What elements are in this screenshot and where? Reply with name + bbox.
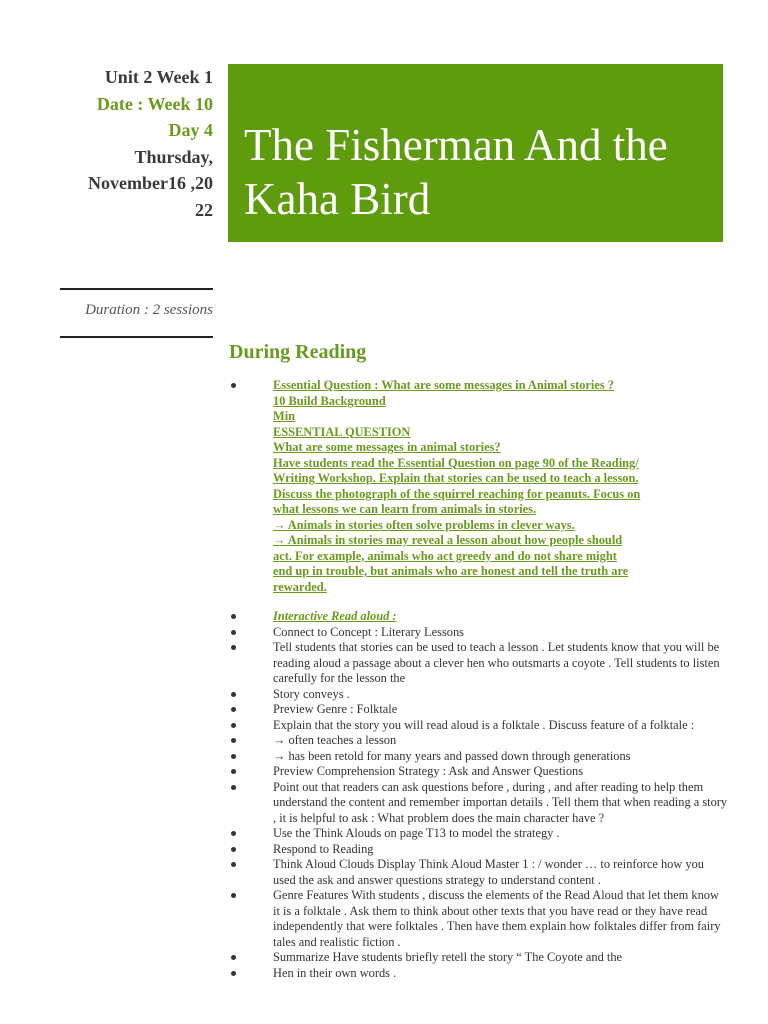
list-item-text: → has been retold for many years and passed down through generations [273,748,631,763]
list-item-text: Preview Genre : Folktale [273,702,398,716]
bullet-icon [231,738,236,743]
header-meta [60,64,213,223]
list-item-text: Hen in their own words . [273,965,397,980]
list-item [228,749,728,765]
spacer [228,595,728,609]
essential-line[interactable]: end up in trouble, but animals who are honest and tell the truth are [273,564,629,578]
bullet-icon [231,630,236,635]
bullet-icon [231,645,236,650]
list-item-interactive [228,609,728,625]
essential-line[interactable]: 10 Build Background [273,393,386,408]
date-week: Date : Week 10 [96,93,213,114]
essential-line[interactable]: What are some messages in animal stories? [273,440,501,454]
list-item-text: Point out that readers can ask questions before , during , and after reading to help them understand the content and remember importan details . Tell them that when reading a story , it is helpful to ask : What problem does the main character have ? [273,779,728,825]
essential-line[interactable]: Have students read the Essential Question on page 90 of the Reading/ [273,455,639,470]
bullet-icon [231,955,236,960]
list-item-text: → often teaches a lesson [273,733,397,747]
essential-line[interactable]: Writing Workshop. Explain that stories can be used to teach a lesson. [273,471,639,485]
list-item [228,733,728,749]
essential-line[interactable]: what lessons we can learn from animals in stories. [273,502,537,516]
list-item [228,888,728,950]
essential-line[interactable]: → Animals in stories often solve problems in clever ways. [273,517,575,532]
essential-block [273,394,728,596]
list-item-text: Preview Comprehension Strategy : Ask and Answer Questions [273,764,584,778]
list-item [228,764,728,780]
list-item [228,640,728,687]
lesson-list [228,378,728,981]
bullet-icon [231,769,236,774]
list-item-text: Story conveys . [273,686,350,701]
bullet-icon [231,754,236,759]
list-item-text: Think Aloud Clouds Display Think Aloud Master 1 : / wonder … to reinforce how you used the ask and answer questions strategy to understand content . [273,857,704,887]
duration-label: Duration : 2 sessions [85,302,213,318]
document-title: The Fisherman And the Kaha Bird [244,120,668,224]
list-item [228,625,728,641]
list-item-text: Explain that the story you will read aloud is a folktale . Discuss feature of a folktale : [273,717,695,732]
section-heading: During Reading [229,341,367,363]
list-item [228,950,728,966]
divider-bottom [60,336,213,338]
divider-top [60,288,213,290]
bullet-icon [231,971,236,976]
essential-line[interactable]: Min [273,409,296,423]
bullet-icon [231,707,236,712]
list-item-essential [228,378,728,595]
bullet-icon [231,692,236,697]
bullet-icon [231,831,236,836]
essential-line[interactable]: rewarded. [273,579,327,594]
bullet-icon [231,383,236,388]
date-month: November16 ,20 [88,173,213,193]
unit-week: Unit 2 Week 1 [104,67,213,87]
list-item-text: Summarize Have students briefly retell the story “ The Coyote and the [273,950,623,964]
bullet-icon [231,862,236,867]
essential-line[interactable]: → Animals in stories may reveal a lesson about how people should [273,533,623,547]
list-item-text: Genre Features With students , discuss the elements of the Read Aloud that let them know it is a folktale . Ask them to think about other texts that you have read or they have read independently that were folktales . Then have them explain how folktales differ from fairy tales and realistic fiction . [273,888,721,949]
bullet-icon [231,847,236,852]
list-item [228,702,728,718]
list-item [228,842,728,858]
bullet-icon [231,893,236,898]
essential-question-link[interactable]: Essential Question : What are some messages in Animal stories ? [273,378,614,392]
list-item-text: Tell students that stories can be used to teach a lesson . Let students know that you will be reading aloud a passage about a clever hen who outsmarts a coyote . Tell students to listen carefully for the lesson the [273,640,720,685]
bullet-icon [231,723,236,728]
list-item [228,687,728,703]
list-item-text: Connect to Concept : Literary Lessons [273,624,464,639]
essential-line[interactable]: Discuss the photograph of the squirrel reaching for peanuts. Focus on [273,486,641,501]
list-item [228,826,728,842]
bullet-icon [231,785,236,790]
essential-line[interactable]: act. For example, animals who act greedy and do not share might [273,548,617,563]
list-item-text: Use the Think Alouds on page T13 to model the strategy . [273,826,560,840]
bullet-icon [231,614,236,619]
list-item [228,857,728,888]
date-year-end: 22 [195,199,213,220]
list-item-text: Respond to Reading [273,841,374,856]
interactive-read-aloud-link[interactable]: Interactive Read aloud : [273,609,397,623]
list-item [228,780,728,827]
list-item [228,718,728,734]
list-item [228,966,728,982]
day-number: Day 4 [168,120,213,140]
essential-line[interactable]: ESSENTIAL QUESTION [273,424,411,439]
weekday: Thursday, [134,146,213,167]
title-banner [228,64,723,242]
